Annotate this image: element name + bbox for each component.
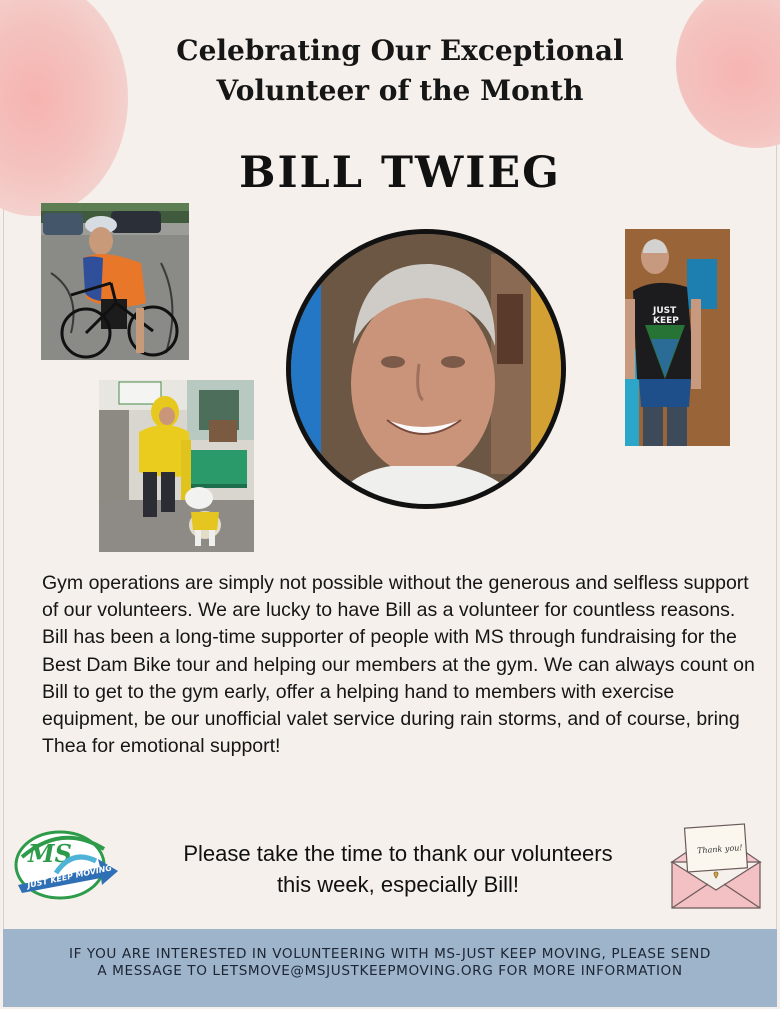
volunteer-description: Gym operations are simply not possible without the generous and selfless support of our volunteers. We are lucky to have Bill as a volunteer for countless reasons. Bill has been a long-time supporter of people with MS through fundraising for the Best Dam Bike tour and helping our members at the gym. We can always count on Bill to get to the gym early, offer a helping hand to members with exercise equipment, be our unofficial valet service during rain storms, and of course, bring Thea for emotional support! <box>42 572 755 758</box>
headline-line-1: Celebrating Our Exceptional <box>176 34 624 67</box>
thank-you-message <box>138 838 658 900</box>
photo-raincoat-with-dog <box>99 380 254 552</box>
footer-line-1: IF YOU ARE INTERESTED IN VOLUNTEERING WITH MS-JUST KEEP MOVING, PLEASE SEND <box>68 946 711 962</box>
footer-banner <box>3 929 777 1007</box>
footer-line-2: A MESSAGE TO LETSMOVE@MSJUSTKEEPMOVING.ORG FOR MORE INFORMATION <box>97 963 683 979</box>
thank-you-line-2: this week, especially Bill! <box>276 872 520 897</box>
thank-you-line-1: Please take the time to thank our volunteers <box>183 841 613 866</box>
shirt-print-line-2: KEEP <box>653 316 679 326</box>
shirt-print-line-1: JUST <box>653 306 677 316</box>
portrait-photo <box>286 229 566 509</box>
headline-line-2: Volunteer of the Month <box>216 74 584 107</box>
photo-just-keep-shirt <box>625 229 730 446</box>
logo-tagline: JUST KEEP MOVING <box>26 863 113 890</box>
ms-just-keep-moving-logo <box>12 827 120 903</box>
photo-cyclist <box>41 203 189 360</box>
envelope-note: Thank you! <box>696 843 743 856</box>
logo-mark: MS <box>28 839 72 868</box>
volunteer-name: BILL TWIEG <box>239 148 561 198</box>
thank-you-envelope-icon <box>668 818 764 914</box>
